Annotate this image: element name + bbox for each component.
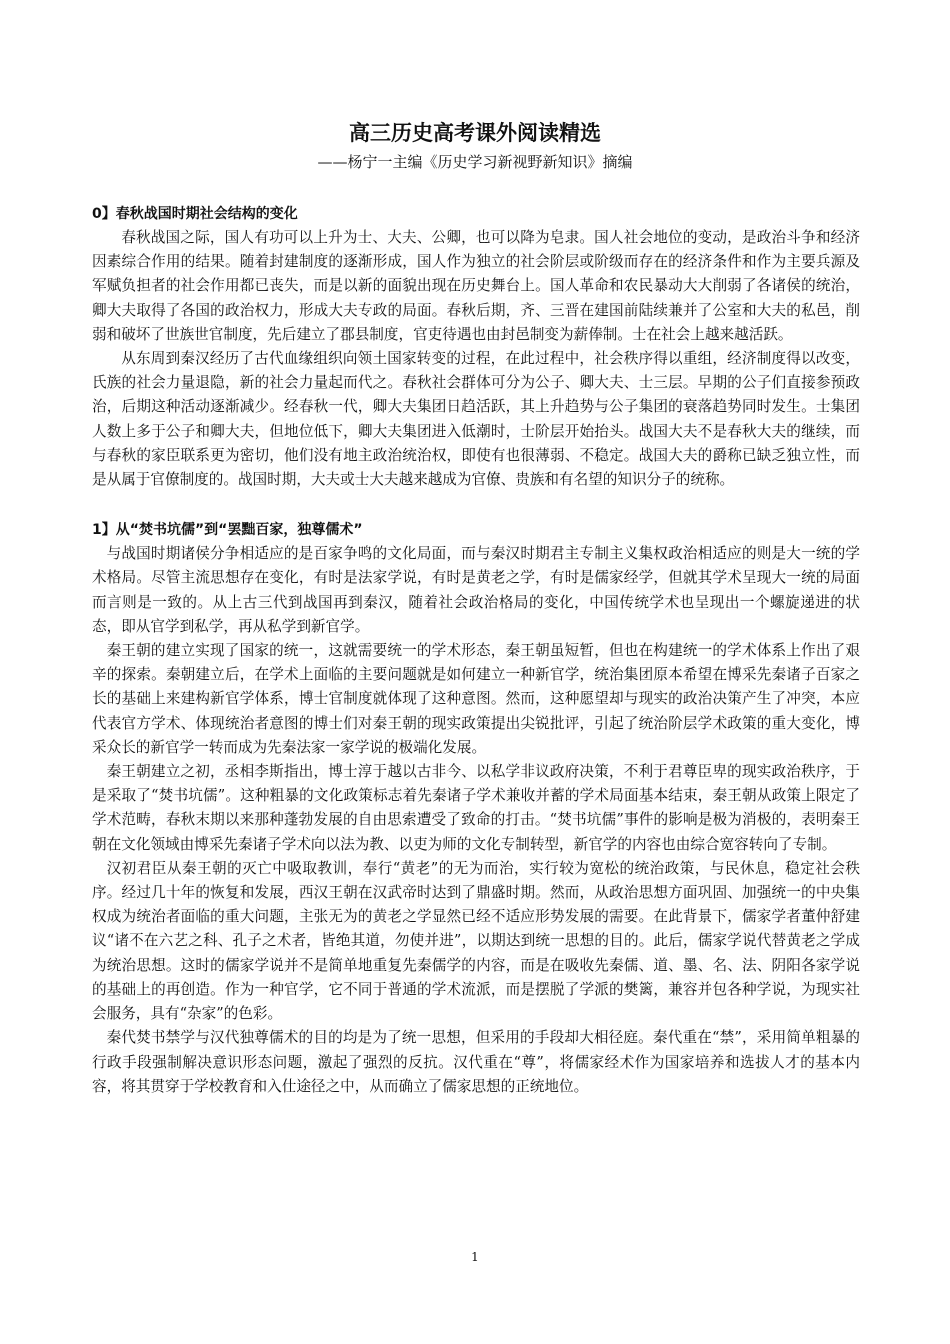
document-title: 高三历史高考课外阅读精选	[349, 120, 601, 145]
paragraph: 春秋战国之际，国人有功可以上升为士、大夫、公卿，也可以降为皂隶。国人社会地位的变动，是政治斗争和经济因素综合作用的结果。随着封建制度的逐渐形成，国人作为独立的社会阶层或阶级而存在的经济条件和作为主要兵源及军赋负担者的社会作用都已丧失，而是以新的面貌出现在历史舞台上。国人革命和农民暴动大大削弱了各诸侯的统治，卿大夫取得了各国的政治权力，形成大夫专政的局面。春秋后期，齐、三晋在建国前陆续兼并了公室和大夫的私邑，削弱和破坏了世族世官制度，先后建立了郡县制度，官吏待遇也由封邑制变为薪俸制。士在社会上越来越活跃。	[92, 229, 860, 343]
paragraph: 汉初君臣从秦王朝的灭亡中吸取教训，奉行“黄老”的无为而治，实行较为宽松的统治政策，与民休息，稳定社会秩序。经过几十年的恢复和发展，西汉王朝在汉武帝时达到了鼎盛时期。然而，从政治思想方面巩固、加强统一的中央集权成为统治者面临的重大问题，主张无为的黄老之学显然已经不适应形势发展的需要。在此背景下，儒家学者董仲舒建议“诸不在六艺之科、孔子之术者，皆绝其道，勿使并进”，以期达到统一思想的目的。此后，儒家学说代替黄老之学成为统治思想。这时的儒家学说并不是简单地重复先秦儒学的内容，而是在吸收先秦儒、道、墨、名、法、阴阳各家学说的基础上的再创造。作为一种官学，它不同于普通的学术流派，而是摆脱了学派的樊篱，兼容并包各种学说，为现实社会服务，具有“杂家”的色彩。	[92, 859, 860, 1023]
section-heading: 0】春秋战国时期社会结构的变化	[92, 206, 298, 222]
document-subtitle: ——杨宁一主编《历史学习新视野新知识》摘编	[317, 153, 633, 171]
section-social-structure	[92, 202, 860, 492]
paragraph: 与战国时期诸侯分争相适应的是百家争鸣的文化局面，而与秦汉时期君主专制主义集权政治相适应的则是大一统的学术格局。尽管主流思想存在变化，有时是法家学说，有时是黄老之学，有时是儒家经学，但就其学术呈现大一统的局面而言则是一致的。从上古三代到战国再到秦汉，随着社会政治格局的变化，中国传统学术也呈现出一个螺旋递进的状态，即从官学到私学，再从私学到新官学。	[92, 545, 860, 635]
paragraph: 从东周到秦汉经历了古代血缘组织向领土国家转变的过程，在此过程中，社会秩序得以重组，经济制度得以改变，氏族的社会力量退隐，新的社会力量起而代之。春秋社会群体可分为公子、卿大夫、士三层。早期的公子们直接参预政治，后期这种活动逐渐减少。经春秋一代，卿大夫集团日趋活跃，其上升趋势与公子集团的衰落趋势同时发生。士集团人数上多于公子和卿大夫，但地位低下，卿大夫集团进入低潮时，士阶层开始抬头。战国大夫不是春秋大夫的继续，而与春秋的家臣联系更为密切，他们没有地主政治统治权，即使有也很薄弱、不稳定。战国大夫的爵称已缺乏独立性，而是从属于官僚制度的。战国时期，大夫或士大夫越来越成为官僚、贵族和有名望的知识分子的统称。	[92, 350, 860, 489]
document-body	[92, 202, 860, 1099]
paragraph: 秦王朝建立之初，丞相李斯指出，博士淳于越以古非今、以私学非议政府决策，不利于君尊臣卑的现实政治秩序，于是采取了“焚书坑儒”。这种粗暴的文化政策标志着先秦诸子学术兼收并蓄的学术局面基本结束，秦王朝从政策上限定了学术范畴，春秋末期以来那种蓬勃发展的自由思索遭受了致命的打击。“焚书坑儒”事件的影响是极为消极的，表明秦王朝在文化领域由博采先秦诸子学术向以法为教、以吏为师的文化专制转型，新官学的内容也由综合宽容转向了专制。	[92, 763, 860, 853]
section-heading: 1】从“焚书坑儒”到“罢黜百家，独尊儒术”	[92, 522, 363, 539]
page-number: 1	[471, 1250, 479, 1264]
section-confucianism	[92, 518, 860, 1099]
paragraph: 秦王朝的建立实现了国家的统一，这就需要统一的学术形态，秦王朝虽短暂，但也在构建统一的学术体系上作出了艰辛的探索。秦朝建立后，在学术上面临的主要问题就是如何建立一种新官学，统治集团原本希望在博采先秦诸子百家之长的基础上来建构新官学体系，博士官制度就体现了这种意图。然而，这种愿望却与现实的政治决策产生了冲突，本应代表官方学术、体现统治者意图的博士们对秦王朝的现实政策提出尖锐批评，引起了统治阶层学术政策的重大变化，博采众长的新官学一转而成为先秦法家一家学说的极端化发展。	[92, 642, 860, 756]
section-spacer	[92, 492, 860, 518]
paragraph: 秦代焚书禁学与汉代独尊儒术的目的均是为了统一思想，但采用的手段却大相径庭。秦代重在“禁”，采用简单粗暴的行政手段强制解决意识形态问题，激起了强烈的反抗。汉代重在“尊”，将儒家经术作为国家培养和选拔人才的基本内容，将其贯穿于学校教育和入仕途径之中，从而确立了儒家思想的正统地位。	[92, 1029, 860, 1095]
